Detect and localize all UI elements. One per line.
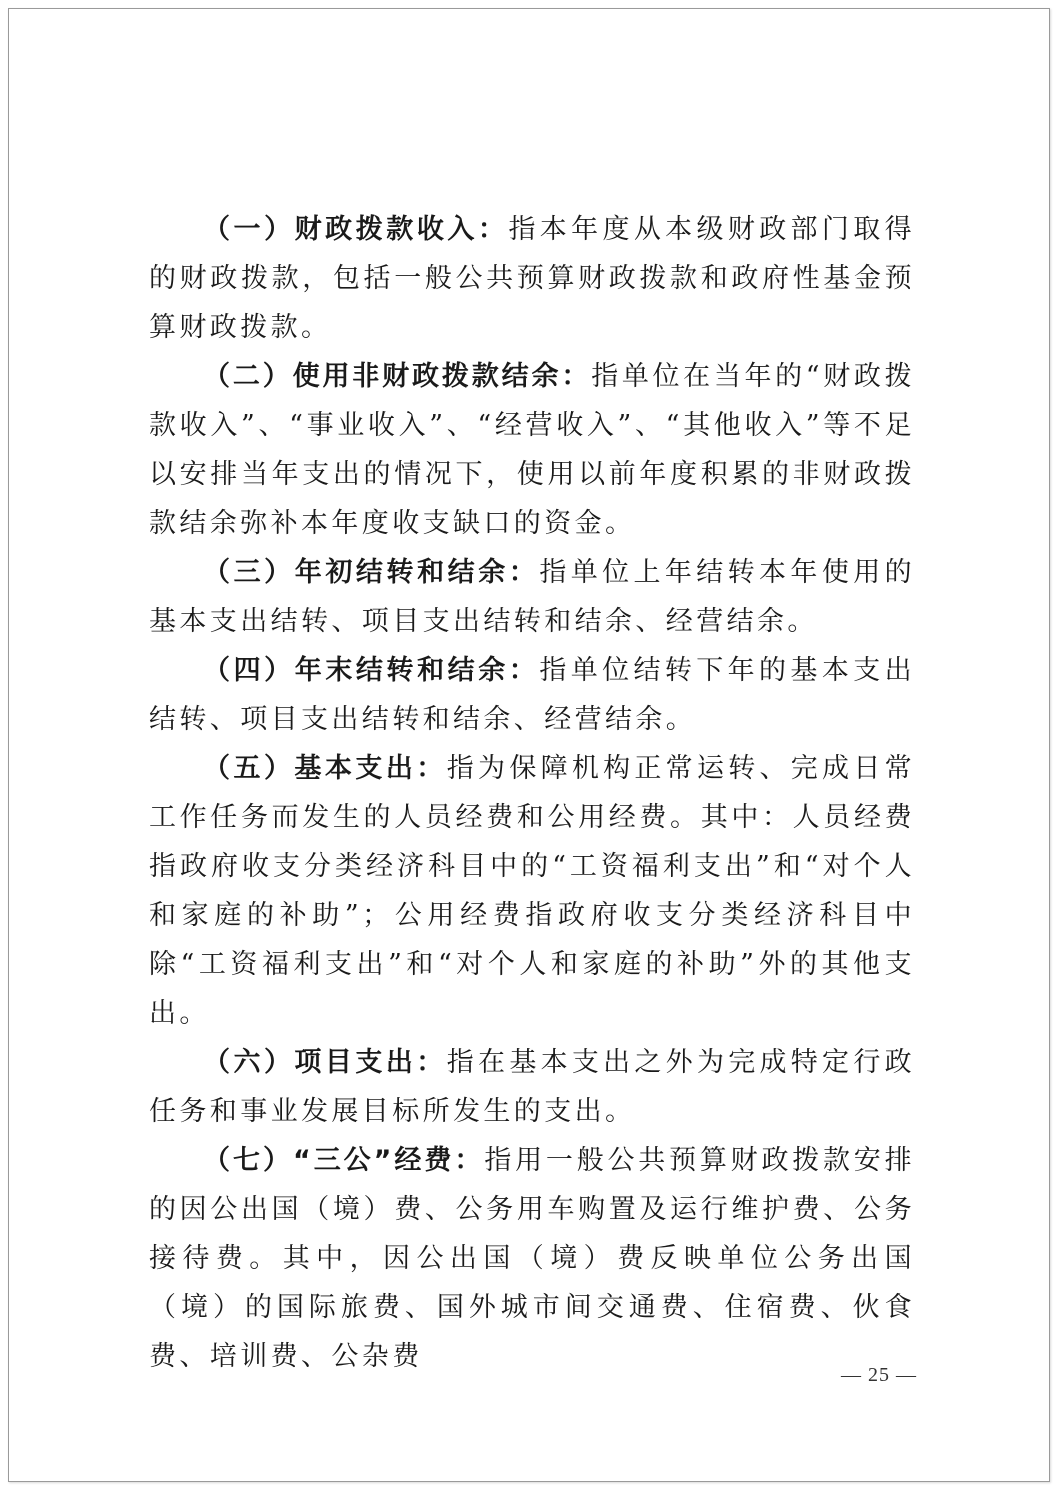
document-page (8, 8, 1050, 1482)
paragraph-text: 指单位上年结转本年使用的基本支出结转、项目支出结转和结余、经营结余。 (149, 557, 915, 637)
paragraph-1 (149, 205, 915, 352)
paragraph-text: 指用一般公共预算财政拨款安排的因公出国（境）费、公务用车购置及运行维护费、公务接待费。其中，因公出国（境）费反映单位公务出国（境）的国际旅费、国外城市间交通费、住宿费、伙食费、培训费、公杂费 (149, 1145, 915, 1372)
paragraph-text: 指本年度从本级财政部门取得的财政拨款，包括一般公共预算财政拨款和政府性基金预算财政拨款。 (149, 214, 915, 343)
paragraph-7 (149, 1136, 915, 1381)
paragraph-4 (149, 646, 915, 744)
paragraph-heading: （六）项目支出： (203, 1047, 447, 1078)
paragraph-text: 指单位结转下年的基本支出结转、项目支出结转和结余、经营结余。 (149, 655, 915, 735)
paragraph-heading: （七）“三公”经费： (203, 1145, 485, 1176)
paragraph-heading: （三）年初结转和结余： (203, 557, 540, 588)
paragraph-text: 指为保障机构正常运转、完成日常工作任务而发生的人员经费和公用经费。其中：人员经费指政府收支分类经济科目中的“工资福利支出”和“对个人和家庭的补助”；公用经费指政府收支分类经济科目中除“工资福利支出”和“对个人和家庭的补助”外的其他支出。 (149, 753, 915, 1029)
page-number: — 25 — (841, 1364, 917, 1386)
paragraph-text: 指单位在当年的“财政拨款收入”、“事业收入”、“经营收入”、“其他收入”等不足以安排当年支出的情况下，使用以前年度积累的非财政拨款结余弥补本年度收支缺口的资金。 (149, 361, 915, 539)
paragraph-heading: （一）财政拨款收入： (203, 214, 509, 245)
paragraph-2 (149, 352, 915, 548)
document-body (149, 205, 915, 1381)
paragraph-6 (149, 1038, 915, 1136)
paragraph-heading: （五）基本支出： (203, 753, 447, 784)
paragraph-5 (149, 744, 915, 1038)
paragraph-heading: （二）使用非财政拨款结余： (203, 361, 592, 392)
paragraph-text: 指在基本支出之外为完成特定行政任务和事业发展目标所发生的支出。 (149, 1047, 915, 1127)
paragraph-heading: （四）年末结转和结余： (203, 655, 540, 686)
paragraph-3 (149, 548, 915, 646)
